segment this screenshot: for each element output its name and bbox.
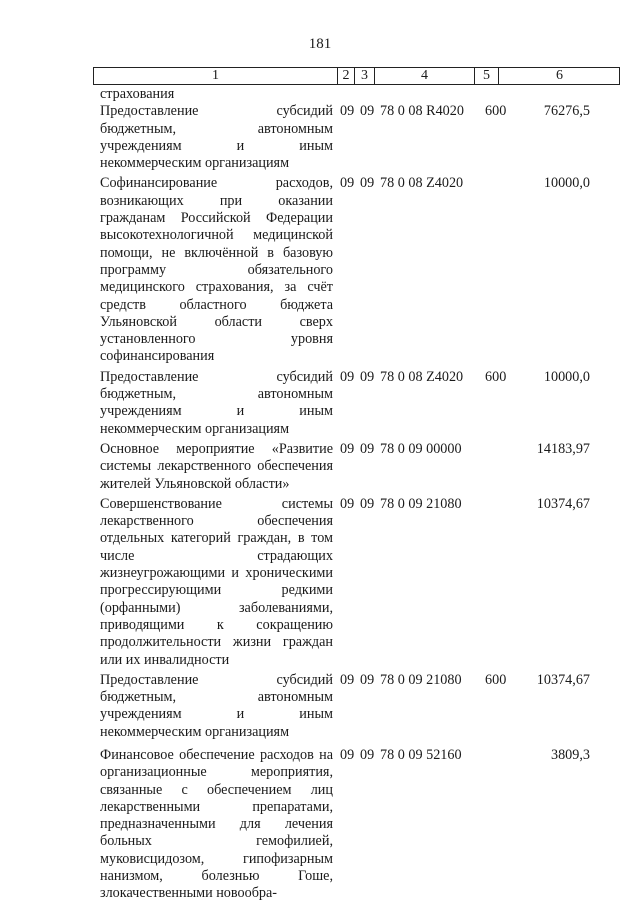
row-subsection: 09 bbox=[360, 368, 375, 385]
row-subsection: 09 bbox=[360, 175, 375, 192]
row-description: страхования bbox=[100, 86, 175, 102]
row-amount: 10000,0 bbox=[543, 175, 590, 192]
table-row bbox=[100, 672, 620, 741]
row-target-article: 78 0 08 Z4020 bbox=[380, 175, 464, 192]
header-col-2: 2 bbox=[338, 68, 355, 84]
row-target-article: 78 0 09 21080 bbox=[380, 671, 462, 688]
row-expense-type: 600 bbox=[485, 671, 507, 688]
table-row bbox=[100, 747, 620, 903]
row-target-article: 78 0 09 52160 bbox=[380, 746, 462, 763]
row-amount: 10374,67 bbox=[536, 671, 590, 688]
row-subsection: 09 bbox=[360, 495, 375, 512]
row-target-article: 78 0 09 21080 bbox=[380, 495, 462, 512]
row-target-article: 78 0 08 R4020 bbox=[380, 103, 464, 120]
header-col-1: 1 bbox=[94, 68, 338, 84]
row-section: 09 bbox=[340, 175, 355, 192]
row-target-article: 78 0 08 Z4020 bbox=[380, 368, 464, 385]
row-target-article: 78 0 09 00000 bbox=[380, 440, 462, 457]
row-amount: 10374,67 bbox=[536, 495, 590, 512]
row-section: 09 bbox=[340, 103, 355, 120]
row-amount: 14183,97 bbox=[536, 440, 590, 457]
table-body bbox=[100, 86, 620, 903]
row-description: Софинансирование расходов, возникающих при оказании гражданам Российской Федерации высокотехнологичной медицинской помощи, не включённой в базовую программу обязательного медицинского страхования, за счёт средств областного бюджета Ульяновской области сверх установленного уровня софинансирования bbox=[100, 175, 333, 365]
table-row bbox=[100, 175, 620, 365]
table-row bbox=[100, 441, 620, 493]
table-row bbox=[100, 496, 620, 669]
page-number: 181 bbox=[308, 36, 332, 52]
row-amount: 3809,3 bbox=[550, 746, 590, 763]
header-col-3: 3 bbox=[355, 68, 375, 84]
row-description: Основное мероприятие «Развитие системы лекарственного обеспечения жителей Ульяновской области» bbox=[100, 440, 333, 492]
table-row bbox=[100, 86, 620, 103]
table-header bbox=[93, 67, 620, 85]
header-col-6: 6 bbox=[556, 68, 563, 83]
header-col-4: 4 bbox=[375, 68, 475, 84]
row-description: Финансовое обеспечение расходов на организационные мероприятия, связанные с обеспечением лиц лекарственными препаратами, предназначенными для лечения больных гемофилией, муковисцидозом, гипофизарным нанизмом, болезнью Гоше, злокачественными новообра- bbox=[100, 746, 333, 902]
row-subsection: 09 bbox=[360, 671, 375, 688]
header-col-5: 5 bbox=[475, 68, 499, 84]
row-amount: 76276,5 bbox=[543, 103, 590, 120]
row-section: 09 bbox=[340, 746, 355, 763]
row-description: Предоставление субсидий бюджетным, автономным учреждениям и иным некоммерческим организациям bbox=[100, 368, 333, 437]
row-section: 09 bbox=[340, 671, 355, 688]
row-description: Предоставление субсидий бюджетным, автономным учреждениям и иным некоммерческим организациям bbox=[100, 671, 333, 740]
row-section: 09 bbox=[340, 440, 355, 457]
table-row bbox=[100, 103, 620, 172]
row-subsection: 09 bbox=[360, 103, 375, 120]
row-amount: 10000,0 bbox=[543, 368, 590, 385]
row-expense-type: 600 bbox=[485, 103, 507, 120]
row-description: Совершенствование системы лекарственного обеспечения отдельных категорий граждан, в том числе страдающих жизнеугрожающими и хроническими прогрессирующими редкими (орфанными) заболеваниями, приводящими к сокращению продолжительности жизни граждан или их инвалидности bbox=[100, 495, 333, 668]
row-section: 09 bbox=[340, 368, 355, 385]
row-subsection: 09 bbox=[360, 746, 375, 763]
row-description: Предоставление субсидий бюджетным, автономным учреждениям и иным некоммерческим организациям bbox=[100, 103, 333, 172]
row-expense-type: 600 bbox=[485, 368, 507, 385]
table-row bbox=[100, 369, 620, 438]
row-subsection: 09 bbox=[360, 440, 375, 457]
row-section: 09 bbox=[340, 495, 355, 512]
